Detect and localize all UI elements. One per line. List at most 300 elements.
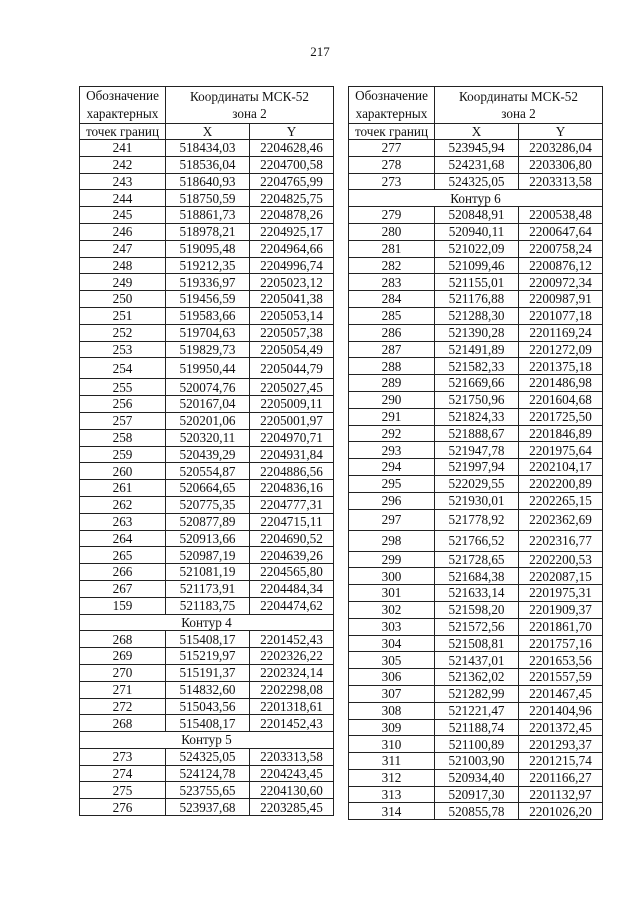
point-number: 300 <box>349 568 435 585</box>
y-coordinate: 2200647,64 <box>519 223 603 240</box>
table-row <box>349 240 603 257</box>
y-coordinate: 2204715,11 <box>250 513 334 530</box>
table-row <box>80 664 334 681</box>
y-coordinate: 2201452,43 <box>250 715 334 732</box>
y-coordinate: 2204878,26 <box>250 207 334 224</box>
point-number: 311 <box>349 753 435 770</box>
point-number: 272 <box>80 698 166 715</box>
y-coordinate: 2203285,45 <box>250 799 334 816</box>
point-number: 281 <box>349 240 435 257</box>
table-row <box>349 375 603 392</box>
x-coordinate: 521188,74 <box>435 719 519 736</box>
table-row <box>80 412 334 429</box>
table-row <box>80 782 334 799</box>
point-number: 264 <box>80 530 166 547</box>
y-coordinate: 2204825,75 <box>250 190 334 207</box>
x-coordinate: 521081,19 <box>166 564 250 581</box>
point-number: 159 <box>80 597 166 614</box>
header-label-line-1: Обозначение <box>355 88 428 103</box>
x-coordinate: 518750,59 <box>166 190 250 207</box>
point-number: 243 <box>80 173 166 190</box>
point-number: 262 <box>80 496 166 513</box>
table-row <box>349 442 603 459</box>
point-number: 280 <box>349 223 435 240</box>
point-number: 298 <box>349 530 435 551</box>
point-number: 288 <box>349 358 435 375</box>
table-row <box>349 803 603 820</box>
x-coordinate: 524325,05 <box>166 748 250 765</box>
y-coordinate: 2205041,38 <box>250 291 334 308</box>
y-coordinate: 2200538,48 <box>519 207 603 224</box>
x-coordinate: 520877,89 <box>166 513 250 530</box>
x-coordinate: 521390,28 <box>435 324 519 341</box>
table-row <box>349 669 603 686</box>
point-number: 305 <box>349 652 435 669</box>
y-coordinate: 2204996,74 <box>250 257 334 274</box>
table-row <box>349 274 603 291</box>
point-number: 242 <box>80 156 166 173</box>
table-row <box>80 358 334 379</box>
table-row <box>349 635 603 652</box>
y-coordinate: 2204765,99 <box>250 173 334 190</box>
x-coordinate: 519336,97 <box>166 274 250 291</box>
header-label-line-3: точек границ <box>349 124 435 140</box>
point-number: 314 <box>349 803 435 820</box>
header-group-line-1: Координаты МСК-52 <box>459 89 578 104</box>
point-number: 252 <box>80 324 166 341</box>
point-number: 301 <box>349 585 435 602</box>
x-coordinate: 521437,01 <box>435 652 519 669</box>
x-coordinate: 521633,14 <box>435 585 519 602</box>
x-coordinate: 521183,75 <box>166 597 250 614</box>
x-coordinate: 515191,37 <box>166 664 250 681</box>
table-row <box>80 631 334 648</box>
table-row <box>80 207 334 224</box>
x-coordinate: 523755,65 <box>166 782 250 799</box>
point-number: 249 <box>80 274 166 291</box>
y-coordinate: 2204700,58 <box>250 156 334 173</box>
point-number: 309 <box>349 719 435 736</box>
point-number: 274 <box>80 765 166 782</box>
y-coordinate: 2201846,89 <box>519 425 603 442</box>
x-coordinate: 520439,29 <box>166 446 250 463</box>
table-row <box>349 551 603 568</box>
point-number: 291 <box>349 408 435 425</box>
x-coordinate: 518978,21 <box>166 223 250 240</box>
page-number: 217 <box>310 44 330 59</box>
table-row <box>349 585 603 602</box>
point-number: 266 <box>80 564 166 581</box>
x-coordinate: 521221,47 <box>435 702 519 719</box>
coordinates-table-right <box>348 86 603 820</box>
x-coordinate: 520775,35 <box>166 496 250 513</box>
point-number: 270 <box>80 664 166 681</box>
table-row <box>349 173 603 190</box>
point-number: 303 <box>349 618 435 635</box>
table-row <box>349 618 603 635</box>
point-number: 308 <box>349 702 435 719</box>
x-coordinate: 520664,65 <box>166 480 250 497</box>
header-coordinates-group <box>166 87 334 124</box>
x-coordinate: 521155,01 <box>435 274 519 291</box>
y-coordinate: 2202087,15 <box>519 568 603 585</box>
table-row <box>80 341 334 358</box>
table-row <box>80 396 334 413</box>
table-row <box>80 429 334 446</box>
table-row <box>80 274 334 291</box>
table-row <box>349 391 603 408</box>
table-row <box>349 408 603 425</box>
header-label-line-1: Обозначение <box>86 88 159 103</box>
y-coordinate: 2204484,34 <box>250 580 334 597</box>
x-coordinate: 521099,46 <box>435 257 519 274</box>
table-row <box>80 291 334 308</box>
x-coordinate: 518640,93 <box>166 173 250 190</box>
table-row <box>80 496 334 513</box>
x-coordinate: 521491,89 <box>435 341 519 358</box>
x-coordinate: 522029,55 <box>435 475 519 492</box>
header-y: Y <box>250 124 334 140</box>
y-coordinate: 2202200,53 <box>519 551 603 568</box>
y-coordinate: 2204964,66 <box>250 240 334 257</box>
x-coordinate: 515408,17 <box>166 715 250 732</box>
table-row <box>349 530 603 551</box>
table-row <box>349 601 603 618</box>
table-row <box>349 207 603 224</box>
point-number: 261 <box>80 480 166 497</box>
point-number: 302 <box>349 601 435 618</box>
section-title: Контур 6 <box>349 190 603 207</box>
point-number: 247 <box>80 240 166 257</box>
table-row <box>80 324 334 341</box>
table-row <box>349 140 603 157</box>
table-row <box>349 736 603 753</box>
point-number: 276 <box>80 799 166 816</box>
table-row <box>80 799 334 816</box>
point-number: 251 <box>80 307 166 324</box>
table-row <box>349 719 603 736</box>
y-coordinate: 2200876,12 <box>519 257 603 274</box>
point-number: 275 <box>80 782 166 799</box>
section-title: Контур 5 <box>80 732 334 749</box>
section-title: Контур 4 <box>80 614 334 631</box>
y-coordinate: 2205044,79 <box>250 358 334 379</box>
x-coordinate: 521598,20 <box>435 601 519 618</box>
point-number: 304 <box>349 635 435 652</box>
point-number: 279 <box>349 207 435 224</box>
point-number: 284 <box>349 291 435 308</box>
x-coordinate: 521288,30 <box>435 307 519 324</box>
table-row <box>349 291 603 308</box>
x-coordinate: 519704,63 <box>166 324 250 341</box>
x-coordinate: 521766,52 <box>435 530 519 551</box>
y-coordinate: 2201404,96 <box>519 702 603 719</box>
table-row <box>80 530 334 547</box>
y-coordinate: 2203286,04 <box>519 140 603 157</box>
table-row <box>349 425 603 442</box>
section-row <box>349 190 603 207</box>
table-row <box>80 156 334 173</box>
y-coordinate: 2204474,62 <box>250 597 334 614</box>
y-coordinate: 2205054,49 <box>250 341 334 358</box>
table-row <box>80 715 334 732</box>
point-number: 248 <box>80 257 166 274</box>
y-coordinate: 2201077,18 <box>519 307 603 324</box>
x-coordinate: 521176,88 <box>435 291 519 308</box>
x-coordinate: 521362,02 <box>435 669 519 686</box>
table-row <box>349 341 603 358</box>
point-number: 241 <box>80 140 166 157</box>
table-row <box>80 597 334 614</box>
point-number: 256 <box>80 396 166 413</box>
y-coordinate: 2201486,98 <box>519 375 603 392</box>
y-coordinate: 2204690,52 <box>250 530 334 547</box>
y-coordinate: 2202324,14 <box>250 664 334 681</box>
point-number: 282 <box>349 257 435 274</box>
x-coordinate: 520987,19 <box>166 547 250 564</box>
y-coordinate: 2201293,37 <box>519 736 603 753</box>
x-coordinate: 520934,40 <box>435 769 519 786</box>
table-row <box>349 685 603 702</box>
x-coordinate: 518434,03 <box>166 140 250 157</box>
y-coordinate: 2204886,56 <box>250 463 334 480</box>
x-coordinate: 520917,30 <box>435 786 519 803</box>
y-coordinate: 2201861,70 <box>519 618 603 635</box>
x-coordinate: 520201,06 <box>166 412 250 429</box>
table-row <box>349 358 603 375</box>
y-coordinate: 2204628,46 <box>250 140 334 157</box>
point-number: 250 <box>80 291 166 308</box>
x-coordinate: 521173,91 <box>166 580 250 597</box>
point-number: 307 <box>349 685 435 702</box>
table-row <box>80 564 334 581</box>
point-number: 263 <box>80 513 166 530</box>
y-coordinate: 2204777,31 <box>250 496 334 513</box>
point-number: 268 <box>80 715 166 732</box>
y-coordinate: 2205053,14 <box>250 307 334 324</box>
x-coordinate: 521684,38 <box>435 568 519 585</box>
x-coordinate: 520074,76 <box>166 379 250 396</box>
y-coordinate: 2203313,58 <box>250 748 334 765</box>
header-label-line-2: характерных <box>86 106 159 121</box>
section-row <box>80 732 334 749</box>
table-row <box>349 568 603 585</box>
y-coordinate: 2205001,97 <box>250 412 334 429</box>
x-coordinate: 521100,89 <box>435 736 519 753</box>
x-coordinate: 521930,01 <box>435 492 519 509</box>
y-coordinate: 2204130,60 <box>250 782 334 799</box>
table-row <box>80 173 334 190</box>
x-coordinate: 521997,94 <box>435 459 519 476</box>
point-number: 299 <box>349 551 435 568</box>
x-coordinate: 521824,33 <box>435 408 519 425</box>
header-group-line-2: зона 2 <box>232 106 267 121</box>
y-coordinate: 2202362,69 <box>519 509 603 530</box>
table-row <box>349 324 603 341</box>
y-coordinate: 2204565,80 <box>250 564 334 581</box>
table-row <box>80 240 334 257</box>
y-coordinate: 2205057,38 <box>250 324 334 341</box>
y-coordinate: 2201909,37 <box>519 601 603 618</box>
table-row <box>80 480 334 497</box>
point-number: 271 <box>80 681 166 698</box>
table-row <box>80 190 334 207</box>
left-table-body <box>80 140 334 816</box>
x-coordinate: 520848,91 <box>435 207 519 224</box>
y-coordinate: 2201166,27 <box>519 769 603 786</box>
y-coordinate: 2201757,16 <box>519 635 603 652</box>
x-coordinate: 520320,11 <box>166 429 250 446</box>
y-coordinate: 2201725,50 <box>519 408 603 425</box>
y-coordinate: 2201272,09 <box>519 341 603 358</box>
point-number: 287 <box>349 341 435 358</box>
point-number: 306 <box>349 669 435 686</box>
table-row <box>349 509 603 530</box>
point-number: 285 <box>349 307 435 324</box>
table-row <box>80 140 334 157</box>
point-number: 258 <box>80 429 166 446</box>
section-row <box>80 614 334 631</box>
header-label-line-3: точек границ <box>80 124 166 140</box>
header-y: Y <box>519 124 603 140</box>
header-group-line-1: Координаты МСК-52 <box>190 89 309 104</box>
point-number: 246 <box>80 223 166 240</box>
table-row <box>80 513 334 530</box>
header-point-label <box>349 87 435 124</box>
x-coordinate: 521669,66 <box>435 375 519 392</box>
point-number: 312 <box>349 769 435 786</box>
header-coordinates-group <box>435 87 603 124</box>
header-label-line-2: характерных <box>355 106 428 121</box>
x-coordinate: 514832,60 <box>166 681 250 698</box>
y-coordinate: 2201975,64 <box>519 442 603 459</box>
table-row <box>349 702 603 719</box>
x-coordinate: 524124,78 <box>166 765 250 782</box>
table-row <box>349 786 603 803</box>
point-number: 296 <box>349 492 435 509</box>
x-coordinate: 515043,56 <box>166 698 250 715</box>
point-number: 255 <box>80 379 166 396</box>
point-number: 295 <box>349 475 435 492</box>
table-row <box>80 748 334 765</box>
x-coordinate: 521947,78 <box>435 442 519 459</box>
point-number: 292 <box>349 425 435 442</box>
y-coordinate: 2201372,45 <box>519 719 603 736</box>
table-row <box>349 652 603 669</box>
y-coordinate: 2201215,74 <box>519 753 603 770</box>
x-coordinate: 524325,05 <box>435 173 519 190</box>
table-row <box>349 769 603 786</box>
table-row <box>80 223 334 240</box>
y-coordinate: 2204639,26 <box>250 547 334 564</box>
y-coordinate: 2201653,56 <box>519 652 603 669</box>
table-row <box>80 648 334 665</box>
y-coordinate: 2204925,17 <box>250 223 334 240</box>
y-coordinate: 2201375,18 <box>519 358 603 375</box>
table-row <box>80 307 334 324</box>
y-coordinate: 2201604,68 <box>519 391 603 408</box>
table-row <box>349 257 603 274</box>
x-coordinate: 515408,17 <box>166 631 250 648</box>
point-number: 293 <box>349 442 435 459</box>
y-coordinate: 2202104,17 <box>519 459 603 476</box>
x-coordinate: 524231,68 <box>435 156 519 173</box>
table-row <box>349 223 603 240</box>
y-coordinate: 2201975,31 <box>519 585 603 602</box>
x-coordinate: 519212,35 <box>166 257 250 274</box>
header-group-line-2: зона 2 <box>501 106 536 121</box>
table-row <box>349 492 603 509</box>
table-row <box>349 459 603 476</box>
y-coordinate: 2205027,45 <box>250 379 334 396</box>
point-number: 244 <box>80 190 166 207</box>
y-coordinate: 2202298,08 <box>250 681 334 698</box>
x-coordinate: 518861,73 <box>166 207 250 224</box>
point-number: 260 <box>80 463 166 480</box>
table-row <box>80 547 334 564</box>
table-row <box>80 463 334 480</box>
y-coordinate: 2204836,16 <box>250 480 334 497</box>
x-coordinate: 519950,44 <box>166 358 250 379</box>
x-coordinate: 520167,04 <box>166 396 250 413</box>
point-number: 283 <box>349 274 435 291</box>
x-coordinate: 521778,92 <box>435 509 519 530</box>
y-coordinate: 2202316,77 <box>519 530 603 551</box>
point-number: 259 <box>80 446 166 463</box>
y-coordinate: 2202200,89 <box>519 475 603 492</box>
point-number: 245 <box>80 207 166 224</box>
x-coordinate: 521003,90 <box>435 753 519 770</box>
x-coordinate: 520940,11 <box>435 223 519 240</box>
point-number: 268 <box>80 631 166 648</box>
point-number: 294 <box>349 459 435 476</box>
y-coordinate: 2201132,97 <box>519 786 603 803</box>
point-number: 265 <box>80 547 166 564</box>
x-coordinate: 519829,73 <box>166 341 250 358</box>
x-coordinate: 521282,99 <box>435 685 519 702</box>
y-coordinate: 2204243,45 <box>250 765 334 782</box>
point-number: 277 <box>349 140 435 157</box>
y-coordinate: 2201169,24 <box>519 324 603 341</box>
y-coordinate: 2203306,80 <box>519 156 603 173</box>
x-coordinate: 519095,48 <box>166 240 250 257</box>
x-coordinate: 519456,59 <box>166 291 250 308</box>
table-row <box>349 156 603 173</box>
x-coordinate: 521582,33 <box>435 358 519 375</box>
x-coordinate: 515219,97 <box>166 648 250 665</box>
header-x: X <box>435 124 519 140</box>
x-coordinate: 520855,78 <box>435 803 519 820</box>
point-number: 257 <box>80 412 166 429</box>
table-row <box>80 681 334 698</box>
x-coordinate: 521572,56 <box>435 618 519 635</box>
x-coordinate: 523945,94 <box>435 140 519 157</box>
table-row <box>80 257 334 274</box>
table-row <box>80 765 334 782</box>
point-number: 310 <box>349 736 435 753</box>
table-row <box>349 307 603 324</box>
x-coordinate: 521508,81 <box>435 635 519 652</box>
point-number: 254 <box>80 358 166 379</box>
y-coordinate: 2200972,34 <box>519 274 603 291</box>
y-coordinate: 2201452,43 <box>250 631 334 648</box>
x-coordinate: 520554,87 <box>166 463 250 480</box>
x-coordinate: 523937,68 <box>166 799 250 816</box>
table-row <box>80 446 334 463</box>
point-number: 273 <box>349 173 435 190</box>
x-coordinate: 518536,04 <box>166 156 250 173</box>
point-number: 278 <box>349 156 435 173</box>
